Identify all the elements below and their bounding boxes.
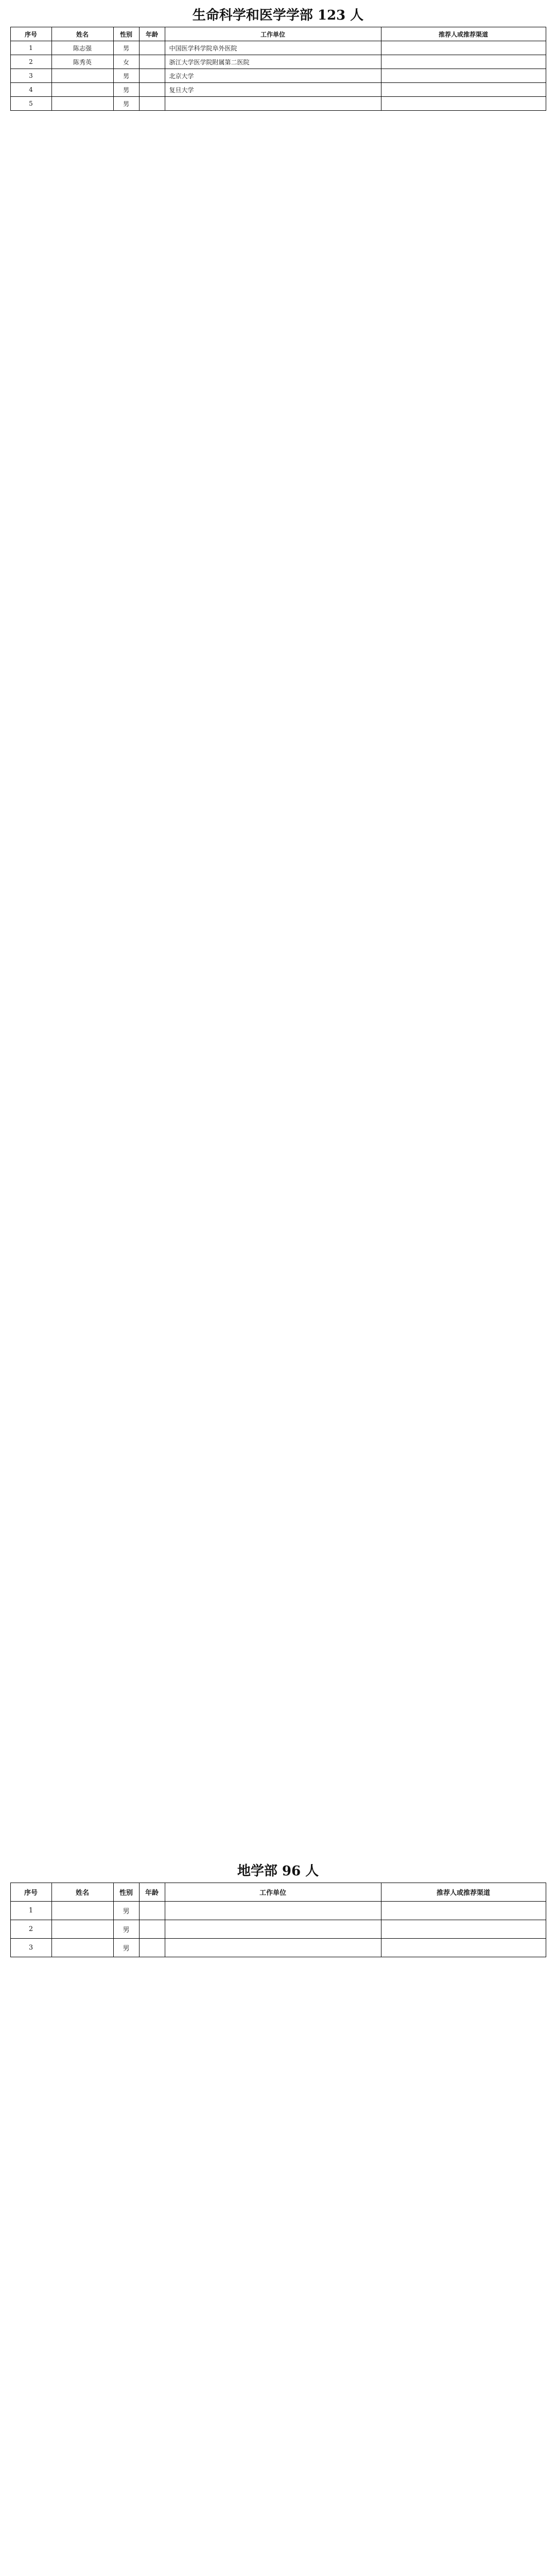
- gender-cell: 男: [113, 1902, 139, 1920]
- age-cell: [139, 1939, 165, 1957]
- gender-cell: 男: [113, 97, 139, 111]
- table-row: [10, 97, 546, 111]
- person-name-cell: 陈志强: [51, 41, 113, 55]
- header-cell: 性别: [113, 27, 139, 41]
- header-cell: 姓名: [51, 1883, 113, 1902]
- header-cell: 序号: [10, 1883, 51, 1902]
- header-cell: 推荐人或推荐渠道: [381, 27, 546, 41]
- person-name-cell: [51, 1939, 113, 1957]
- row-number-cell: 3: [10, 1939, 51, 1957]
- header-cell: 年龄: [139, 27, 165, 41]
- candidate-table: [10, 27, 546, 111]
- nominator-cell: [381, 69, 546, 83]
- table-row: [10, 83, 546, 97]
- candidate-table: [10, 1883, 546, 1957]
- row-number-cell: 1: [10, 41, 51, 55]
- row-number-cell: 4: [10, 83, 51, 97]
- gender-cell: 男: [113, 69, 139, 83]
- work-unit-cell: 中国医学科学院阜外医院: [165, 41, 381, 55]
- nominator-cell: [381, 1920, 546, 1939]
- table-row: [10, 55, 546, 69]
- header-cell: 工作单位: [165, 1883, 381, 1902]
- age-cell: [139, 69, 165, 83]
- gender-cell: 男: [113, 83, 139, 97]
- age-cell: [139, 55, 165, 69]
- nominator-cell: [381, 97, 546, 111]
- table-row: [10, 41, 546, 55]
- gender-cell: 男: [113, 41, 139, 55]
- work-unit-cell: 浙江大学医学院附属第二医院: [165, 55, 381, 69]
- person-name-cell: [51, 69, 113, 83]
- table-row: [10, 1920, 546, 1939]
- work-unit-cell: [165, 1939, 381, 1957]
- table-row: [10, 1902, 546, 1920]
- table-body: [10, 41, 546, 111]
- row-number-cell: 2: [10, 55, 51, 69]
- gender-cell: 女: [113, 55, 139, 69]
- table-row: [10, 1939, 546, 1957]
- age-cell: [139, 97, 165, 111]
- header-cell: 工作单位: [165, 27, 381, 41]
- person-name-cell: [51, 1920, 113, 1939]
- row-number-cell: 5: [10, 97, 51, 111]
- age-cell: [139, 41, 165, 55]
- work-unit-cell: [165, 1902, 381, 1920]
- nominator-cell: [381, 41, 546, 55]
- work-unit-cell: 复旦大学: [165, 83, 381, 97]
- table-header-row: [10, 27, 546, 41]
- gender-cell: 男: [113, 1920, 139, 1939]
- person-name-cell: [51, 1902, 113, 1920]
- nominator-cell: [381, 1939, 546, 1957]
- section-title: 地学部 96 人: [237, 1863, 319, 1879]
- header-cell: 年龄: [139, 1883, 165, 1902]
- work-unit-cell: [165, 97, 381, 111]
- nominator-cell: [381, 1902, 546, 1920]
- nominator-cell: [381, 83, 546, 97]
- work-unit-cell: 北京大学: [165, 69, 381, 83]
- table-row: [10, 69, 546, 83]
- person-name-cell: 陈秀英: [51, 55, 113, 69]
- work-unit-cell: [165, 1920, 381, 1939]
- header-cell: 性别: [113, 1883, 139, 1902]
- person-name-cell: [51, 83, 113, 97]
- nominator-cell: [381, 55, 546, 69]
- age-cell: [139, 1920, 165, 1939]
- header-cell: 推荐人或推荐渠道: [381, 1883, 546, 1902]
- age-cell: [139, 1902, 165, 1920]
- table-header-row: [10, 1883, 546, 1902]
- section-earth-science: [0, 1861, 556, 1957]
- age-cell: [139, 83, 165, 97]
- row-number-cell: 1: [10, 1902, 51, 1920]
- person-name-cell: [51, 97, 113, 111]
- header-cell: 姓名: [51, 27, 113, 41]
- section-title: 生命科学和医学学部 123 人: [192, 8, 364, 23]
- table-body: [10, 1902, 546, 1957]
- gender-cell: 男: [113, 1939, 139, 1957]
- row-number-cell: 3: [10, 69, 51, 83]
- row-number-cell: 2: [10, 1920, 51, 1939]
- section-life-medicine: [0, 5, 556, 111]
- header-cell: 序号: [10, 27, 51, 41]
